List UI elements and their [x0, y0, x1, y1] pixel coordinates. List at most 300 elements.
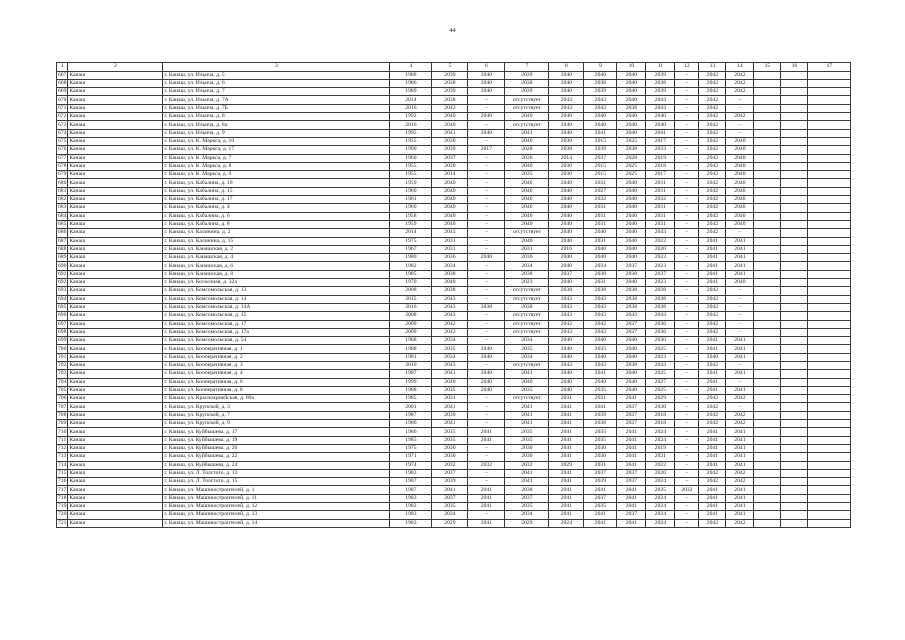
table-cell: 685 — [58, 221, 67, 228]
table-cell: 2040 — [549, 353, 584, 361]
table-cell: – — [468, 320, 505, 328]
table-cell: 2038 — [549, 287, 584, 295]
table-cell: – — [675, 129, 699, 137]
table-cell — [808, 395, 851, 403]
table-cell: г. Канаш, ул. Калинина, д. 15 — [163, 237, 390, 245]
table-cell: 2040 — [617, 370, 646, 378]
table-cell: Канаш — [68, 312, 163, 320]
table-cell: 2041 — [549, 511, 584, 519]
table-cell: 2041 — [699, 486, 726, 494]
table-cell — [781, 411, 808, 419]
table-cell: – — [675, 229, 699, 237]
table-cell: 697 — [58, 320, 67, 327]
table-row — [57, 229, 851, 237]
table-cell — [808, 295, 851, 303]
table-cell: 2037 — [432, 494, 468, 502]
table-row — [57, 146, 851, 154]
table-cell: г. Канаш, ул. Ильича, д. 8 — [163, 113, 390, 121]
table-cell: 2024 — [646, 494, 675, 502]
table-row — [57, 486, 851, 494]
table-cell: Канаш — [68, 121, 163, 129]
table-cell — [808, 88, 851, 96]
table-cell: – — [675, 328, 699, 336]
table-cell: 1986 — [390, 420, 432, 428]
column-number-cell: 14 — [726, 63, 754, 72]
table-cell: 2042 — [699, 312, 726, 320]
table-cell: – — [726, 229, 754, 237]
column-number-cell: 15 — [754, 63, 781, 72]
table-cell: 688 — [58, 245, 67, 252]
table-cell: 2043 — [584, 303, 617, 311]
table-cell: – — [675, 154, 699, 162]
table-cell: 669 — [58, 88, 67, 95]
table-cell: 1975 — [390, 237, 432, 245]
table-row — [57, 386, 851, 394]
table-cell: Канаш — [68, 196, 163, 204]
table-cell — [808, 353, 851, 361]
table-cell: Канаш — [68, 212, 163, 220]
table-cell: 2034 — [505, 337, 549, 345]
table-cell: 2030 — [432, 137, 468, 145]
table-cell: 2042 — [699, 403, 726, 411]
table-cell: г. Канаш, ул. Комсомольская, д. 13 — [163, 287, 390, 295]
table-cell — [808, 270, 851, 278]
table-cell: 2043 — [646, 312, 675, 320]
table-cell: 2042 — [699, 328, 726, 336]
table-cell: 2040 — [468, 88, 505, 96]
table-cell: 2039 — [432, 88, 468, 96]
table-cell: 2039 — [432, 411, 468, 419]
table-cell — [781, 370, 808, 378]
table-cell: – — [675, 104, 699, 112]
table-cell: 2031 — [584, 204, 617, 212]
table-cell: Канаш — [68, 229, 163, 237]
table-cell: – — [675, 295, 699, 303]
table-cell: 2016 — [390, 104, 432, 112]
table-cell: 2043 — [432, 104, 468, 112]
table-row — [57, 312, 851, 320]
table-cell: Канаш — [68, 453, 163, 461]
table-cell: 2041 — [584, 486, 617, 494]
table-cell — [808, 361, 851, 369]
table-cell — [781, 461, 808, 469]
table-cell: 2035 — [432, 428, 468, 436]
table-cell: 719 — [58, 503, 67, 510]
table-cell: 2009 — [390, 328, 432, 336]
table-cell: 677 — [58, 154, 67, 161]
table-cell: Канаш — [68, 494, 163, 502]
table-cell: 2035 — [584, 428, 617, 436]
table-cell: 2042 — [699, 411, 726, 419]
table-cell: 2043 — [432, 229, 468, 237]
table-cell — [781, 154, 808, 162]
table-cell: 721 — [58, 519, 67, 526]
table-cell: – — [468, 478, 505, 486]
table-cell — [781, 345, 808, 353]
table-cell: 2029 — [646, 395, 675, 403]
table-cell: 1960 — [390, 187, 432, 195]
table-cell: 1961 — [390, 196, 432, 204]
table-cell: 2041 — [726, 461, 754, 469]
table-cell: г. Канаш, ул. Машиностроителей, д. 1 — [163, 486, 390, 494]
table-cell: отсутствует — [505, 295, 549, 303]
table-cell: 2031 — [646, 179, 675, 187]
table-cell: – — [675, 187, 699, 195]
column-number-cell: 5 — [432, 63, 468, 72]
table-cell: – — [468, 262, 505, 270]
table-cell: 2040 — [617, 337, 646, 345]
table-cell: 2041 — [726, 486, 754, 494]
table-cell: 1958 — [390, 212, 432, 220]
table-cell: 2039 — [432, 478, 468, 486]
table-cell: 2040 — [726, 196, 754, 204]
table-cell — [754, 461, 781, 469]
table-cell: 2035 — [505, 345, 549, 353]
table-cell: 2042 — [699, 361, 726, 369]
table-cell: 2042 — [726, 79, 754, 87]
table-cell: 679 — [58, 171, 67, 178]
table-cell — [781, 420, 808, 428]
table-cell — [754, 345, 781, 353]
table-cell: 2016 — [390, 303, 432, 311]
table-cell: – — [468, 196, 505, 204]
table-cell: – — [468, 270, 505, 278]
table-cell: 2040 — [617, 345, 646, 353]
table-cell: – — [675, 204, 699, 212]
table-cell: 2032 — [675, 486, 699, 494]
table-cell: 2041 — [699, 386, 726, 394]
table-cell: 2041 — [646, 129, 675, 137]
table-cell: 2017 — [646, 137, 675, 145]
table-cell: г. Канаш, ул. Кабалина, д. 4 — [163, 204, 390, 212]
table-cell: 2040 — [549, 262, 584, 270]
table-cell: 2037 — [505, 494, 549, 502]
table-cell — [781, 179, 808, 187]
table-cell: 698 — [58, 328, 67, 335]
table-cell: 1960 — [390, 154, 432, 162]
table-cell — [808, 179, 851, 187]
table-cell: 2043 — [549, 96, 584, 104]
table-cell: – — [675, 337, 699, 345]
table-cell: 2039 — [584, 411, 617, 419]
table-cell — [754, 511, 781, 519]
table-cell — [781, 71, 808, 79]
table-cell: г. Канаш, ул. Ильича, д. 7А — [163, 96, 390, 104]
table-cell: 2038 — [617, 146, 646, 154]
table-cell: 2042 — [699, 113, 726, 121]
table-cell: – — [726, 328, 754, 336]
table-cell — [754, 361, 781, 369]
table-cell: 2039 — [646, 88, 675, 96]
table-cell: 2040 — [468, 386, 505, 394]
table-cell: 2042 — [699, 204, 726, 212]
table-cell: отсутствует — [505, 96, 549, 104]
table-row — [57, 428, 851, 436]
table-cell: 2038 — [617, 287, 646, 295]
table-cell: 2041 — [726, 262, 754, 270]
table-cell: 2035 — [505, 503, 549, 511]
table-cell: 715 — [58, 469, 67, 476]
table-cell — [781, 444, 808, 452]
table-cell: 2042 — [699, 146, 726, 154]
table-cell: 692 — [58, 279, 67, 286]
table-cell: г. Канаш, ул. Кабалина, д. 10 — [163, 179, 390, 187]
table-cell: 2040 — [549, 386, 584, 394]
table-cell: 673 — [58, 121, 67, 128]
table-cell — [781, 478, 808, 486]
table-cell: 2014 — [390, 96, 432, 104]
table-cell: 2038 — [646, 295, 675, 303]
table-cell — [754, 88, 781, 96]
table-cell: 2041 — [505, 370, 549, 378]
table-cell — [781, 137, 808, 145]
table-cell — [808, 519, 851, 527]
table-cell — [808, 220, 851, 228]
table-cell: 2042 — [699, 212, 726, 220]
table-cell — [754, 220, 781, 228]
table-cell: – — [675, 212, 699, 220]
table-cell — [781, 262, 808, 270]
table-cell — [781, 79, 808, 87]
table-cell: 2041 — [726, 254, 754, 262]
table-cell: 2038 — [432, 96, 468, 104]
table-cell: – — [468, 469, 505, 477]
table-cell: 2038 — [468, 303, 505, 311]
table-cell: 2031 — [432, 395, 468, 403]
table-cell: 2035 — [584, 503, 617, 511]
table-cell: 2037 — [617, 511, 646, 519]
table-cell: 2035 — [584, 386, 617, 394]
table-cell: 2042 — [699, 171, 726, 179]
table-cell: 2037 — [584, 154, 617, 162]
table-cell: – — [675, 444, 699, 452]
table-cell: 2029 — [432, 519, 468, 527]
table-cell — [808, 96, 851, 104]
table-cell: – — [468, 104, 505, 112]
table-cell: – — [468, 328, 505, 336]
table-cell: 2040 — [468, 71, 505, 79]
table-cell: отсутствует — [505, 104, 549, 112]
table-cell: 2042 — [699, 196, 726, 204]
table-cell: г. Канаш, ул. Крупской, д. 3 — [163, 403, 390, 411]
table-cell: 2014 — [549, 154, 584, 162]
table-cell: 2030 — [432, 453, 468, 461]
table-cell: 2040 — [468, 254, 505, 262]
table-cell: 2022 — [646, 461, 675, 469]
table-cell — [781, 287, 808, 295]
table-cell: Канаш — [68, 503, 163, 511]
table-cell: 2038 — [505, 79, 549, 87]
table-cell — [781, 312, 808, 320]
table-cell: 2041 — [726, 453, 754, 461]
table-cell — [754, 96, 781, 104]
table-cell: 2034 — [432, 262, 468, 270]
table-cell: – — [468, 237, 505, 245]
table-cell: 2041 — [726, 237, 754, 245]
table-cell: 2038 — [646, 303, 675, 311]
table-cell: 2041 — [617, 494, 646, 502]
table-cell: 2042 — [726, 411, 754, 419]
table-cell: Канаш — [68, 204, 163, 212]
table-cell: 712 — [58, 445, 67, 452]
table-cell: 2040 — [549, 129, 584, 137]
table-cell: 2041 — [505, 478, 549, 486]
table-cell: 2034 — [505, 262, 549, 270]
table-cell: 2018 — [646, 411, 675, 419]
table-cell — [808, 303, 851, 311]
page-number: 44 — [449, 27, 456, 34]
table-cell: – — [726, 287, 754, 295]
table-cell: 2040 — [584, 254, 617, 262]
table-cell: 2032 — [584, 196, 617, 204]
table-cell: 2035 — [584, 345, 617, 353]
table-cell: 2040 — [432, 121, 468, 129]
table-cell: 2014 — [432, 171, 468, 179]
table-cell: 2040 — [505, 378, 549, 386]
table-cell — [808, 511, 851, 519]
table-cell: – — [726, 403, 754, 411]
table-cell: – — [468, 279, 505, 287]
table-cell: – — [468, 220, 505, 228]
table-cell: 2024 — [646, 511, 675, 519]
table-cell: 689 — [58, 254, 67, 261]
column-number-cell: 4 — [390, 63, 432, 72]
table-cell: 2039 — [432, 71, 468, 79]
table-cell: отсутствует — [505, 395, 549, 403]
table-cell: Канаш — [68, 345, 163, 353]
table-cell: 2030 — [505, 444, 549, 452]
table-cell: 1983 — [390, 519, 432, 527]
table-cell: 1982 — [390, 262, 432, 270]
table-row — [57, 420, 851, 428]
table-cell: 2035 — [432, 503, 468, 511]
table-cell — [808, 196, 851, 204]
table-cell: – — [468, 444, 505, 452]
table-cell: – — [675, 370, 699, 378]
table-row — [57, 395, 851, 403]
table-cell: 2041 — [699, 254, 726, 262]
table-cell: 2041 — [726, 337, 754, 345]
table-cell: – — [675, 503, 699, 511]
table-cell: 2040 — [617, 378, 646, 386]
table-cell: Канаш — [68, 428, 163, 436]
table-cell: 2041 — [549, 403, 584, 411]
table-cell: 2037 — [617, 320, 646, 328]
table-cell: 2040 — [617, 179, 646, 187]
table-cell — [754, 287, 781, 295]
table-cell — [754, 212, 781, 220]
table-cell: отсутствует — [505, 361, 549, 369]
table-row — [57, 411, 851, 419]
table-cell: Канаш — [68, 361, 163, 369]
table-cell: 2015 — [584, 137, 617, 145]
table-row — [57, 220, 851, 228]
table-cell: 2041 — [699, 503, 726, 511]
table-cell: 2037 — [617, 478, 646, 486]
table-cell: 2037 — [432, 469, 468, 477]
table-cell: 2043 — [549, 361, 584, 369]
table-cell — [781, 436, 808, 444]
table-cell — [808, 129, 851, 137]
table-row — [57, 345, 851, 353]
table-cell: 2039 — [505, 88, 549, 96]
column-number-cell: 17 — [808, 63, 851, 72]
table-cell: 1980 — [390, 254, 432, 262]
table-cell — [808, 262, 851, 270]
table-cell: – — [675, 519, 699, 527]
table-cell: Канаш — [68, 295, 163, 303]
table-cell: – — [675, 511, 699, 519]
table-cell: 2041 — [726, 436, 754, 444]
table-cell: – — [675, 254, 699, 262]
table-cell — [808, 478, 851, 486]
table-cell: г. Канаш, ул. Комсомольская, д. 15 — [163, 312, 390, 320]
column-number-cell: 6 — [468, 63, 505, 72]
table-cell: 2040 — [432, 179, 468, 187]
table-cell: 2037 — [432, 154, 468, 162]
table-cell — [781, 88, 808, 96]
table-cell: 2042 — [699, 287, 726, 295]
table-cell: 2041 — [617, 486, 646, 494]
table-cell: 2035 — [505, 428, 549, 436]
table-cell: г. Канаш, ул. Машиностроителей, д. 14 — [163, 519, 390, 527]
table-cell: отсутствует — [505, 312, 549, 320]
table-cell — [781, 328, 808, 336]
table-cell: – — [468, 411, 505, 419]
table-cell: 2031 — [584, 212, 617, 220]
table-row — [57, 113, 851, 121]
table-cell: г. Канаш, ул. Кооперативная, д. 1 — [163, 345, 390, 353]
table-cell: 2041 — [549, 436, 584, 444]
table-cell: 717 — [58, 486, 67, 493]
table-cell: 2040 — [549, 229, 584, 237]
table-cell: 2031 — [432, 245, 468, 253]
table-cell: 2038 — [505, 303, 549, 311]
table-cell — [781, 337, 808, 345]
table-cell: г. Канаш, ул. Комсомольская, д. 17 — [163, 320, 390, 328]
table-cell: Канаш — [68, 303, 163, 311]
table-cell: – — [726, 96, 754, 104]
table-cell — [754, 444, 781, 452]
table-cell: – — [675, 88, 699, 96]
table-cell: – — [468, 295, 505, 303]
table-cell: 1955 — [390, 171, 432, 179]
table-cell: 2037 — [617, 469, 646, 477]
table-cell: 2027 — [646, 378, 675, 386]
table-cell — [754, 146, 781, 154]
table-cell — [754, 320, 781, 328]
table-cell: 2040 — [549, 220, 584, 228]
table-cell: – — [675, 279, 699, 287]
table-cell: г. Канаш, ул. Комсомольская, д. 14 — [163, 295, 390, 303]
table-cell: г. Канаш, ул. Л. Толстого, д. 15 — [163, 478, 390, 486]
table-cell: 2040 — [432, 113, 468, 121]
table-cell: г. Канаш, ул. Ильича, д. 6 — [163, 79, 390, 87]
table-row — [57, 245, 851, 253]
table-cell: – — [468, 187, 505, 195]
table-cell: 2042 — [584, 320, 617, 328]
table-cell: 2040 — [726, 220, 754, 228]
table-cell: 2041 — [699, 270, 726, 278]
table-cell: 2040 — [549, 212, 584, 220]
table-cell: г. Канаш, ул. Кооперативная, д. 4 — [163, 370, 390, 378]
table-cell: 2028 — [505, 146, 549, 154]
table-cell: 684 — [58, 212, 67, 219]
table-cell — [781, 254, 808, 262]
table-cell: 1981 — [390, 353, 432, 361]
table-cell: 2041 — [699, 461, 726, 469]
table-cell: 2040 — [726, 279, 754, 287]
